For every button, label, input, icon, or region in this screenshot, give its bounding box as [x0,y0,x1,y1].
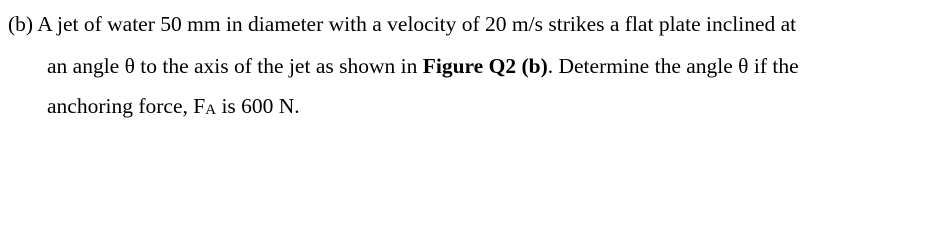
question-line-3 [47,93,300,122]
question-part-label: (b) [8,12,34,36]
question-line-1-text: A jet of water 50 mm in diameter with a velocity of 20 m/s strikes a flat plate inclined at [33,12,797,36]
question-line-2-end: . Determine the angle θ if the [547,54,799,78]
question-line-3-start: anchoring force, F [47,94,206,118]
figure-reference: Figure Q2 (b) [422,54,548,78]
question-line-1 [8,11,796,37]
question-line-3-end: is 600 N. [216,94,300,118]
question-line-2 [47,53,799,79]
question-line-2-start: an angle θ to the axis of the jet as shown in [47,54,423,78]
force-subscript: A [205,102,217,118]
